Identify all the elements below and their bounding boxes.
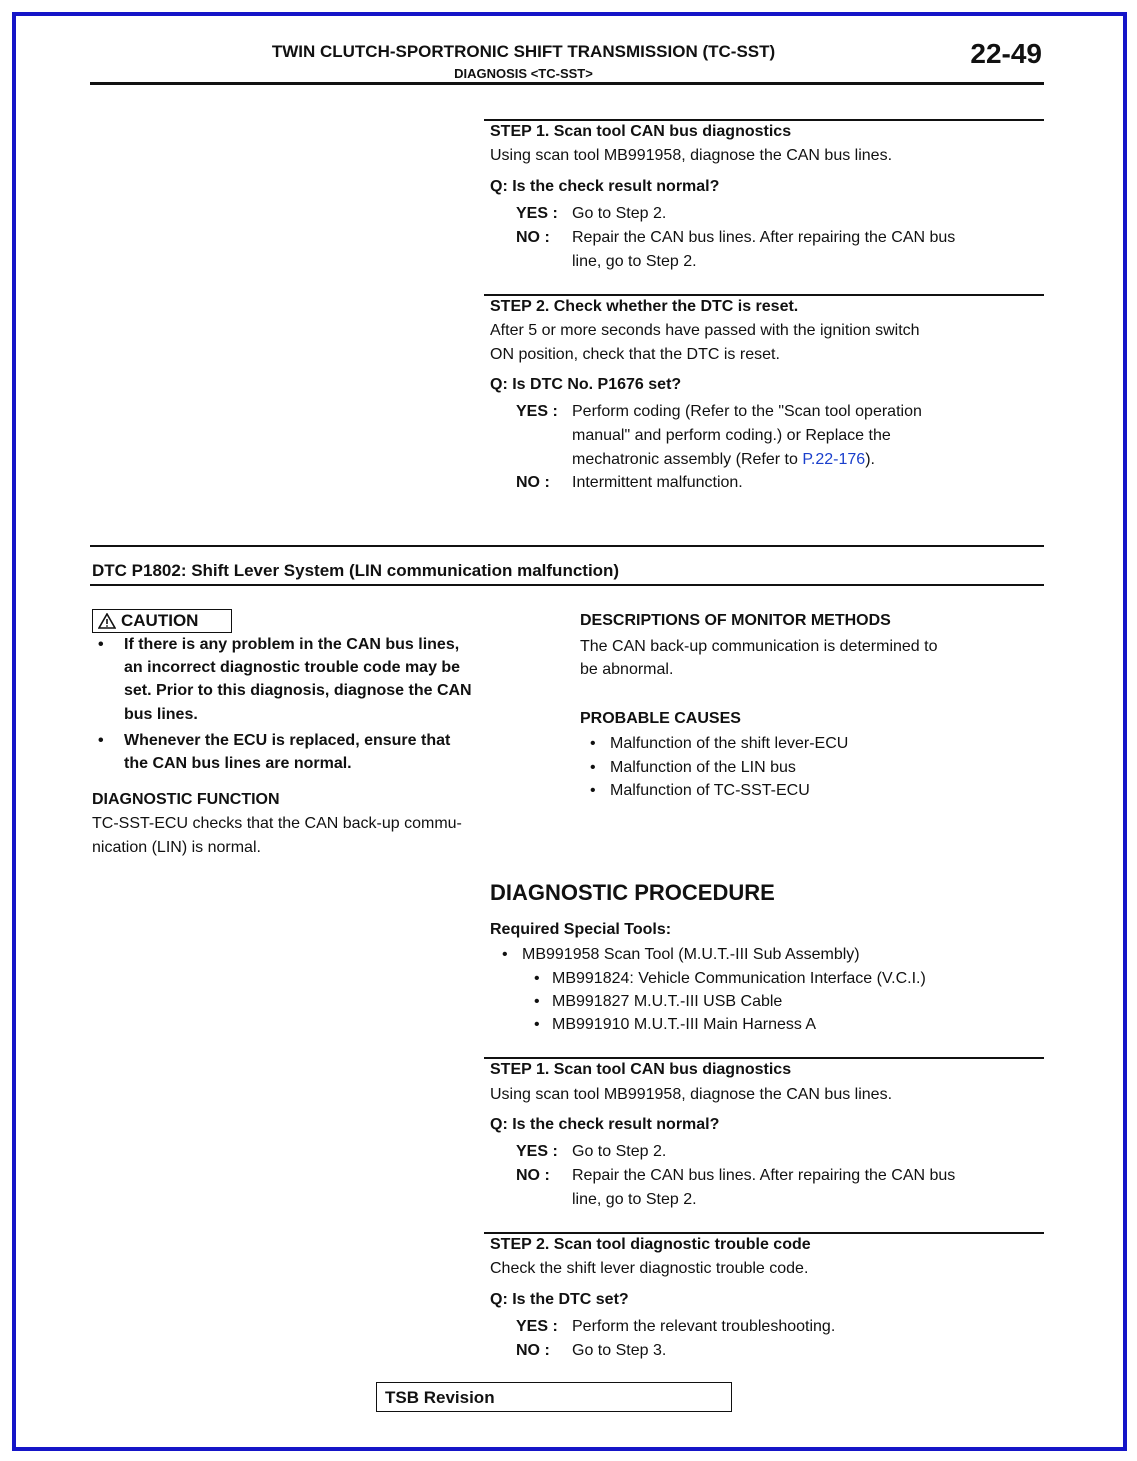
answer-no — [516, 471, 1046, 495]
dtc-title: DTC P1802: Shift Lever System (LIN communication malfunction) — [92, 561, 620, 580]
step-body: Using scan tool MB991958, diagnose the CAN bus lines. — [490, 1086, 893, 1103]
step-divider — [484, 294, 1044, 296]
caution-line: If there is any problem in the CAN bus lines, — [124, 636, 460, 653]
bullet-dot: • — [590, 735, 596, 752]
answer-text: line, go to Step 2. — [572, 253, 697, 270]
diag-function-text: nication (LIN) is normal. — [92, 839, 261, 856]
caution-line: an incorrect diagnostic trouble code may be — [124, 659, 461, 676]
answer-yes — [516, 202, 1046, 226]
tool-text: MB991910 M.U.T.-III Main Harness A — [552, 1016, 817, 1033]
answer-key: YES : — [516, 1143, 558, 1160]
answer-text: Repair the CAN bus lines. After repairing the CAN bus — [572, 229, 956, 246]
bullet-dot: • — [534, 993, 540, 1010]
bullet-dot: • — [98, 732, 104, 749]
answer-text: Go to Step 2. — [572, 1143, 667, 1160]
step-body: Check the shift lever diagnostic trouble code. — [490, 1260, 809, 1277]
page-header-subtitle: DIAGNOSIS <TC-SST> — [454, 66, 593, 81]
page-header-title: TWIN CLUTCH-SPORTRONIC SHIFT TRANSMISSION (TC-SST) — [271, 42, 776, 61]
tool-subitem — [534, 1013, 1034, 1037]
answer-no — [516, 1164, 1046, 1212]
answer-key: NO : — [516, 1342, 550, 1359]
caution-label: CAUTION — [121, 611, 199, 630]
bullet-dot: • — [590, 759, 596, 776]
answer-key: NO : — [516, 474, 550, 491]
answer-key: NO : — [516, 1167, 550, 1184]
cause-text: Malfunction of TC-SST-ECU — [610, 782, 810, 799]
tool-subitem — [534, 967, 1034, 991]
tools-heading: Required Special Tools: — [490, 921, 672, 938]
answer-key: NO : — [516, 229, 550, 246]
step-heading: STEP 1. Scan tool CAN bus diagnostics — [490, 1061, 792, 1078]
bullet-dot: • — [502, 946, 508, 963]
answer-text: Go to Step 3. — [572, 1342, 667, 1359]
cause-item — [590, 779, 1030, 803]
answer-no — [516, 1339, 1046, 1363]
dtc-top-rule — [90, 545, 1044, 547]
answer-text: Perform coding (Refer to the "Scan tool operation — [572, 403, 922, 420]
answer-yes — [516, 1315, 1046, 1339]
step-body: Using scan tool MB991958, diagnose the CAN bus lines. — [490, 147, 893, 164]
tool-text: MB991824: Vehicle Communication Interface (V.C.I.) — [552, 970, 926, 987]
diag-function-heading: DIAGNOSTIC FUNCTION — [92, 791, 280, 808]
answer-text: Perform the relevant troubleshooting. — [572, 1318, 836, 1335]
answer-key: YES : — [516, 1318, 558, 1335]
step-question: Q: Is the DTC set? — [490, 1291, 629, 1308]
answer-key: YES : — [516, 205, 558, 222]
caution-bullet — [98, 633, 558, 729]
answer-yes — [516, 400, 1046, 472]
cause-text: Malfunction of the shift lever-ECU — [610, 735, 849, 752]
step-divider — [484, 1232, 1044, 1234]
step-divider — [484, 119, 1044, 121]
tool-text: MB991827 M.U.T.-III USB Cable — [552, 993, 783, 1010]
step-question: Q: Is the check result normal? — [490, 1116, 720, 1133]
answer-text: Go to Step 2. — [572, 205, 667, 222]
answer-text: Intermittent malfunction. — [572, 474, 743, 491]
monitor-methods-text: be abnormal. — [580, 661, 674, 678]
dtc-bottom-rule — [90, 584, 1044, 586]
bullet-dot: • — [534, 970, 540, 987]
diag-function-text: TC-SST-ECU checks that the CAN back-up commu- — [92, 815, 462, 832]
step-heading: STEP 2. Scan tool diagnostic trouble code — [490, 1236, 811, 1253]
answer-no — [516, 226, 1046, 274]
answer-key: YES : — [516, 403, 558, 420]
step-question: Q: Is the check result normal? — [490, 178, 720, 195]
cause-text: Malfunction of the LIN bus — [610, 759, 796, 776]
step-heading: STEP 2. Check whether the DTC is reset. — [490, 298, 799, 315]
tool-item — [502, 943, 1042, 967]
answer-text: Repair the CAN bus lines. After repairing the CAN bus — [572, 1167, 956, 1184]
step-body: ON position, check that the DTC is reset. — [490, 346, 780, 363]
answer-text-line — [572, 448, 875, 472]
caution-line: the CAN bus lines are normal. — [124, 755, 352, 772]
warning-triangle-icon — [98, 613, 116, 629]
step-divider — [484, 1057, 1044, 1059]
page-number: 22-49 — [970, 38, 1042, 69]
bullet-dot: • — [590, 782, 596, 799]
answer-text: manual" and perform coding.) or Replace the — [572, 427, 891, 444]
monitor-methods-heading: DESCRIPTIONS OF MONITOR METHODS — [580, 612, 891, 629]
caution-line: bus lines. — [124, 706, 198, 723]
caution-line: set. Prior to this diagnosis, diagnose the CAN — [124, 682, 472, 699]
answer-text: mechatronic assembly (Refer to — [572, 451, 803, 468]
step-heading: STEP 1. Scan tool CAN bus diagnostics — [490, 123, 792, 140]
tool-subitem — [534, 990, 1034, 1014]
caution-bullet — [98, 729, 558, 777]
answer-text: line, go to Step 2. — [572, 1191, 697, 1208]
tool-text: MB991958 Scan Tool (M.U.T.-III Sub Assembly) — [522, 946, 860, 963]
caution-label-box — [92, 609, 232, 633]
cause-item — [590, 732, 1030, 756]
cause-item — [590, 756, 1030, 780]
probable-causes-heading: PROBABLE CAUSES — [580, 710, 741, 727]
tsb-revision-box: TSB Revision — [376, 1382, 732, 1412]
step-body: After 5 or more seconds have passed with the ignition switch — [490, 322, 920, 339]
answer-yes — [516, 1140, 1046, 1164]
bullet-dot: • — [98, 636, 104, 653]
step-question: Q: Is DTC No. P1676 set? — [490, 376, 682, 393]
header-rule — [90, 82, 1044, 85]
caution-line: Whenever the ECU is replaced, ensure that — [124, 732, 451, 749]
bullet-dot: • — [534, 1016, 540, 1033]
answer-text: ). — [865, 451, 875, 468]
page-reference-link[interactable]: P.22-176 — [802, 451, 866, 468]
monitor-methods-text: The CAN back-up communication is determined to — [580, 638, 938, 655]
procedure-heading: DIAGNOSTIC PROCEDURE — [490, 880, 775, 905]
